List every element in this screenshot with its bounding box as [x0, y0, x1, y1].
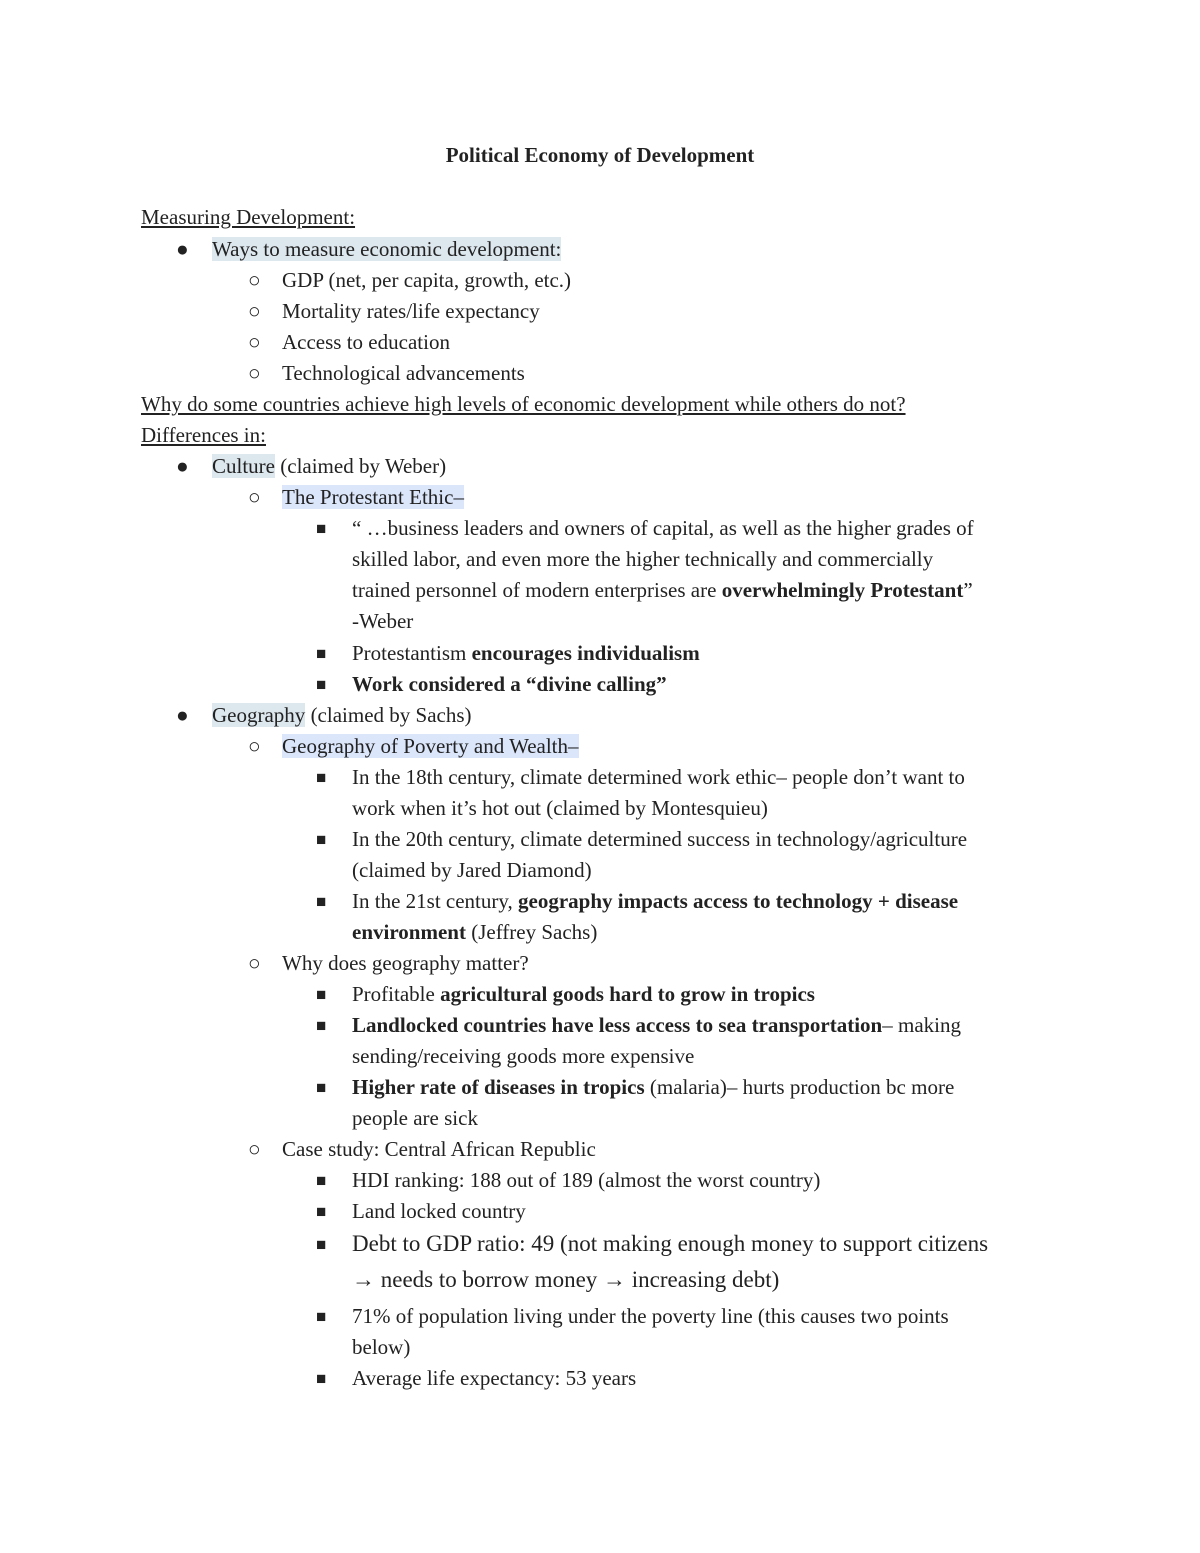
bullet-circle: ○	[248, 1137, 261, 1161]
list-item-agricultural-goods: Profitable agricultural goods hard to grow in tropics	[352, 982, 815, 1006]
list-item-21st-century-cont: environment (Jeffrey Sachs)	[352, 920, 598, 944]
bullet-disc: ●	[176, 237, 189, 261]
list-item-landlocked: Landlocked countries have less access to sea transportation– making	[352, 1013, 961, 1037]
bullet-circle: ○	[248, 268, 261, 292]
weber-quote-line-1: “ …business leaders and owners of capital, as well as the higher grades of	[352, 516, 974, 540]
list-item-divine-calling: Work considered a “divine calling”	[352, 672, 667, 696]
list-item-case-study: Case study: Central African Republic	[282, 1137, 596, 1161]
list-item-poverty-wealth: Geography of Poverty and Wealth–	[282, 734, 579, 758]
list-item-landlocked-cont: sending/receiving goods more expensive	[352, 1044, 695, 1068]
list-item-20th-century: In the 20th century, climate determined success in technology/agriculture	[352, 827, 968, 851]
differences-heading: Differences in:	[141, 423, 266, 447]
weber-quote-line-2: skilled labor, and even more the higher technically and commercially	[352, 547, 934, 571]
bullet-square: ■	[316, 519, 327, 538]
bullet-square: ■	[316, 675, 327, 694]
list-item-individualism: Protestantism encourages individualism	[352, 641, 700, 665]
list-item-land-locked: Land locked country	[352, 1199, 526, 1223]
list-item-debt-gdp: Debt to GDP ratio: 49 (not making enough money to support citizens	[352, 1231, 989, 1256]
bullet-square: ■	[316, 1078, 327, 1097]
list-item-why-geography: Why does geography matter?	[282, 951, 529, 975]
section-heading-measuring: Measuring Development:	[141, 205, 356, 229]
bullet-square: ■	[316, 985, 327, 1004]
bullet-circle: ○	[248, 951, 261, 975]
bullet-square: ■	[316, 1235, 327, 1254]
list-item-debt-gdp-cont: → needs to borrow money → increasing debt)	[352, 1267, 780, 1292]
bullet-square: ■	[316, 1369, 327, 1388]
document-title: Political Economy of Development	[445, 143, 755, 167]
bullet-circle: ○	[248, 734, 261, 758]
weber-quote-line-3: trained personnel of modern enterprises are overwhelmingly Protestant”	[352, 578, 973, 602]
list-item-18th-century-cont: work when it’s hot out (claimed by Montesquieu)	[352, 796, 768, 820]
weber-attribution: -Weber	[352, 609, 414, 633]
geography-label: Geography	[212, 703, 306, 727]
list-item-poverty-line: 71% of population living under the poverty line (this causes two points	[352, 1304, 949, 1328]
culture-label: Culture	[212, 454, 275, 478]
list-item-life-expectancy: Average life expectancy: 53 years	[352, 1366, 637, 1390]
list-item-geography: Geography (claimed by Sachs)	[212, 703, 472, 727]
list-item-protestant-ethic: The Protestant Ethic–	[282, 485, 464, 509]
list-item-diseases-cont: people are sick	[352, 1106, 478, 1130]
bullet-circle: ○	[248, 361, 261, 385]
bullet-square: ■	[316, 1171, 327, 1190]
list-item-education: Access to education	[282, 330, 450, 354]
list-item-20th-century-cont: (claimed by Jared Diamond)	[352, 858, 592, 882]
bullet-square: ■	[316, 1016, 327, 1035]
bullet-square: ■	[316, 1307, 327, 1326]
bullet-square: ■	[316, 768, 327, 787]
list-item-culture: Culture (claimed by Weber)	[212, 454, 447, 478]
list-item-technology: Technological advancements	[282, 361, 525, 385]
list-item-mortality: Mortality rates/life expectancy	[282, 299, 540, 323]
list-item-ways-to-measure: Ways to measure economic development:	[212, 237, 562, 261]
bullet-square: ■	[316, 1202, 327, 1221]
list-item-diseases: Higher rate of diseases in tropics (malaria)– hurts production bc more	[352, 1075, 955, 1099]
list-item-hdi-ranking: HDI ranking: 188 out of 189 (almost the worst country)	[352, 1168, 821, 1192]
list-item-21st-century: In the 21st century, geography impacts access to technology + disease	[352, 889, 959, 913]
bullet-square: ■	[316, 644, 327, 663]
bullet-circle: ○	[248, 299, 261, 323]
list-item-18th-century: In the 18th century, climate determined work ethic– people don’t want to	[352, 765, 965, 789]
list-item-gdp: GDP (net, per capita, growth, etc.)	[282, 268, 572, 292]
bullet-disc: ●	[176, 703, 189, 727]
list-item-poverty-line-cont: below)	[352, 1335, 411, 1359]
bullet-circle: ○	[248, 485, 261, 509]
bullet-disc: ●	[176, 454, 189, 478]
bullet-square: ■	[316, 830, 327, 849]
bullet-square: ■	[316, 892, 327, 911]
bullet-circle: ○	[248, 330, 261, 354]
question-heading: Why do some countries achieve high levels of economic development while others do not?	[141, 392, 906, 416]
